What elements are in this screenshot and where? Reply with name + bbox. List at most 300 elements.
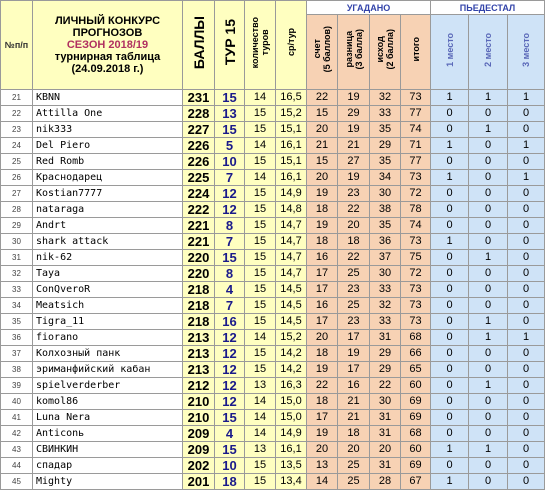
tour-points: 18 — [215, 474, 245, 490]
date-label: (24.09.2018 г.) — [71, 63, 144, 75]
second-place-count: 1 — [469, 250, 508, 266]
first-place-count: 0 — [431, 394, 469, 410]
guessed-total: 73 — [401, 170, 431, 186]
tours-count: 13 — [245, 378, 276, 394]
row-number: 37 — [1, 346, 33, 362]
points-value: 213 — [183, 346, 215, 362]
second-place-count: 0 — [469, 458, 508, 474]
goal-diff-count: 16 — [338, 378, 370, 394]
average-per-tour: 15,1 — [276, 154, 307, 170]
tour-points: 8 — [215, 218, 245, 234]
average-per-tour: 13,4 — [276, 474, 307, 490]
goal-diff-count: 19 — [338, 346, 370, 362]
tours-count: 14 — [245, 394, 276, 410]
points-value: 221 — [183, 234, 215, 250]
average-per-tour: 16,1 — [276, 442, 307, 458]
points-value: 226 — [183, 154, 215, 170]
tours-count: 15 — [245, 266, 276, 282]
second-place-count: 0 — [469, 394, 508, 410]
exact-score-count: 18 — [307, 346, 338, 362]
table-row — [1, 426, 545, 442]
third-place-count: 0 — [508, 266, 545, 282]
table-row — [1, 202, 545, 218]
tour-header: ТУР 15 — [215, 1, 245, 90]
tours-count: 14 — [245, 330, 276, 346]
average-per-tour: 16,1 — [276, 138, 307, 154]
points-value: 218 — [183, 314, 215, 330]
num-header: №п/п — [1, 1, 33, 90]
participant-name: Краснодарец — [33, 170, 183, 186]
table-row — [1, 458, 545, 474]
points-value: 228 — [183, 106, 215, 122]
guessed-total: 77 — [401, 154, 431, 170]
row-number: 24 — [1, 138, 33, 154]
exact-score-count: 21 — [307, 138, 338, 154]
guessed-total: 68 — [401, 330, 431, 346]
outcome-count: 31 — [370, 458, 401, 474]
row-number: 27 — [1, 186, 33, 202]
second-place-count: 0 — [469, 234, 508, 250]
exact-score-count: 20 — [307, 170, 338, 186]
participant-name: Red Romb — [33, 154, 183, 170]
guessed-total: 67 — [401, 474, 431, 490]
average-per-tour: 16,1 — [276, 170, 307, 186]
goal-diff-count: 22 — [338, 202, 370, 218]
second-place-count: 1 — [469, 122, 508, 138]
tour-points: 15 — [215, 410, 245, 426]
table-row — [1, 122, 545, 138]
goal-diff-count: 21 — [338, 394, 370, 410]
second-place-count: 0 — [469, 186, 508, 202]
participant-name: Mighty — [33, 474, 183, 490]
guessed-total: 75 — [401, 250, 431, 266]
points-value: 224 — [183, 186, 215, 202]
row-number: 23 — [1, 122, 33, 138]
points-value: 201 — [183, 474, 215, 490]
outcome-count: 22 — [370, 378, 401, 394]
title-line-2: ПРОГНОЗОВ — [72, 27, 143, 39]
standings-body — [1, 90, 545, 490]
third-place-count: 0 — [508, 410, 545, 426]
goal-diff-count: 18 — [338, 426, 370, 442]
third-place-count: 0 — [508, 154, 545, 170]
third-place-count: 0 — [508, 250, 545, 266]
outcome-count: 36 — [370, 234, 401, 250]
row-number: 25 — [1, 154, 33, 170]
participant-name: spielverderber — [33, 378, 183, 394]
outcome-count: 38 — [370, 202, 401, 218]
average-per-tour: 14,2 — [276, 362, 307, 378]
points-value: 213 — [183, 362, 215, 378]
table-row — [1, 186, 545, 202]
table-row — [1, 234, 545, 250]
tour-points: 10 — [215, 458, 245, 474]
row-number: 41 — [1, 410, 33, 426]
place3-header: 3 место — [508, 15, 545, 90]
tours-count: 15 — [245, 202, 276, 218]
goal-diff-count: 20 — [338, 218, 370, 234]
table-row — [1, 154, 545, 170]
third-place-count: 0 — [508, 234, 545, 250]
row-number: 44 — [1, 458, 33, 474]
second-place-count: 0 — [469, 202, 508, 218]
points-value: 218 — [183, 282, 215, 298]
tour-points: 15 — [215, 122, 245, 138]
second-place-count: 1 — [469, 314, 508, 330]
goal-diff-count: 25 — [338, 298, 370, 314]
points-value: 209 — [183, 442, 215, 458]
table-row — [1, 362, 545, 378]
points-value: 209 — [183, 426, 215, 442]
exact-score-count: 15 — [307, 106, 338, 122]
participant-name: Anticonь — [33, 426, 183, 442]
exact-score-count: 17 — [307, 282, 338, 298]
total-header: итого — [401, 15, 431, 90]
participant-name: nik-62 — [33, 250, 183, 266]
participant-name: Attilla One — [33, 106, 183, 122]
exact-score-count: 20 — [307, 330, 338, 346]
exact-score-count: 22 — [307, 378, 338, 394]
second-place-count: 0 — [469, 106, 508, 122]
exact-score-count: 17 — [307, 410, 338, 426]
row-number: 32 — [1, 266, 33, 282]
outcome-count: 32 — [370, 90, 401, 106]
row-number: 22 — [1, 106, 33, 122]
guessed-total: 69 — [401, 394, 431, 410]
row-number: 26 — [1, 170, 33, 186]
exact-score-count: 18 — [307, 394, 338, 410]
first-place-count: 0 — [431, 266, 469, 282]
exact-score-count: 16 — [307, 298, 338, 314]
guessed-total: 73 — [401, 282, 431, 298]
average-per-tour: 13,5 — [276, 458, 307, 474]
guessed-total: 73 — [401, 234, 431, 250]
tour-points: 4 — [215, 282, 245, 298]
second-place-count: 0 — [469, 298, 508, 314]
table-row — [1, 282, 545, 298]
second-place-count: 0 — [469, 410, 508, 426]
tour-points: 15 — [215, 250, 245, 266]
participant-name: Del Piero — [33, 138, 183, 154]
average-per-tour: 14,5 — [276, 314, 307, 330]
diff-header: разница (3 балла) — [338, 15, 370, 90]
first-place-count: 0 — [431, 106, 469, 122]
points-value: 202 — [183, 458, 215, 474]
first-place-count: 0 — [431, 282, 469, 298]
table-row — [1, 346, 545, 362]
exact-score-count: 20 — [307, 442, 338, 458]
points-value: 212 — [183, 378, 215, 394]
points-header: БАЛЛЫ — [183, 1, 215, 90]
tour-points: 7 — [215, 234, 245, 250]
first-place-count: 0 — [431, 202, 469, 218]
outcome-count: 31 — [370, 410, 401, 426]
points-value: 225 — [183, 170, 215, 186]
participant-name: KBNN — [33, 90, 183, 106]
tour-points: 12 — [215, 362, 245, 378]
tours-count: 15 — [245, 362, 276, 378]
goal-diff-count: 21 — [338, 138, 370, 154]
first-place-count: 0 — [431, 314, 469, 330]
goal-diff-count: 25 — [338, 266, 370, 282]
goal-diff-count: 25 — [338, 458, 370, 474]
tours-count: 15 — [245, 474, 276, 490]
table-row — [1, 410, 545, 426]
table-row — [1, 314, 545, 330]
tours-count: 13 — [245, 442, 276, 458]
tours-count: 15 — [245, 282, 276, 298]
guessed-total: 60 — [401, 378, 431, 394]
average-per-tour: 14,8 — [276, 202, 307, 218]
tours-count: 15 — [245, 154, 276, 170]
first-place-count: 1 — [431, 90, 469, 106]
third-place-count: 1 — [508, 170, 545, 186]
table-row — [1, 138, 545, 154]
exact-score-count: 17 — [307, 314, 338, 330]
tours-count: 14 — [245, 426, 276, 442]
guessed-total: 77 — [401, 106, 431, 122]
outcome-count: 30 — [370, 266, 401, 282]
exact-score-count: 19 — [307, 362, 338, 378]
points-value: 221 — [183, 218, 215, 234]
guessed-total: 72 — [401, 186, 431, 202]
tour-points: 8 — [215, 266, 245, 282]
exact-score-count: 19 — [307, 426, 338, 442]
points-value: 213 — [183, 330, 215, 346]
third-place-count: 0 — [508, 314, 545, 330]
participant-name: nik333 — [33, 122, 183, 138]
goal-diff-count: 29 — [338, 106, 370, 122]
tour-points: 5 — [215, 138, 245, 154]
first-place-count: 1 — [431, 170, 469, 186]
second-place-count: 0 — [469, 170, 508, 186]
tours-count: 15 — [245, 122, 276, 138]
guessed-group-header: УГАДАНО — [307, 1, 431, 15]
row-number: 42 — [1, 426, 33, 442]
average-per-tour: 15,1 — [276, 122, 307, 138]
table-label: турнирная таблица — [54, 51, 161, 63]
second-place-count: 0 — [469, 266, 508, 282]
first-place-count: 0 — [431, 250, 469, 266]
goal-diff-count: 23 — [338, 314, 370, 330]
goal-diff-count: 18 — [338, 234, 370, 250]
row-number: 28 — [1, 202, 33, 218]
guessed-total: 69 — [401, 458, 431, 474]
outcome-count: 35 — [370, 218, 401, 234]
points-value: 222 — [183, 202, 215, 218]
exact-score-count: 19 — [307, 186, 338, 202]
outcome-count: 30 — [370, 186, 401, 202]
average-per-tour: 14,7 — [276, 250, 307, 266]
participant-name: ConQveroR — [33, 282, 183, 298]
tours-count: 15 — [245, 234, 276, 250]
score-header: счет (5 баллов) — [307, 15, 338, 90]
tour-points: 7 — [215, 170, 245, 186]
average-per-tour: 14,9 — [276, 426, 307, 442]
tours-count: 15 — [245, 346, 276, 362]
second-place-count: 1 — [469, 90, 508, 106]
table-row — [1, 106, 545, 122]
points-value: 220 — [183, 250, 215, 266]
points-value: 231 — [183, 90, 215, 106]
tour-points: 16 — [215, 314, 245, 330]
tours-count: 15 — [245, 458, 276, 474]
goal-diff-count: 23 — [338, 186, 370, 202]
guessed-total: 68 — [401, 426, 431, 442]
row-number: 31 — [1, 250, 33, 266]
participant-name: nataraga — [33, 202, 183, 218]
average-per-tour: 15,2 — [276, 106, 307, 122]
outcome-count: 29 — [370, 346, 401, 362]
participant-name: komol86 — [33, 394, 183, 410]
tour-points: 12 — [215, 330, 245, 346]
goal-diff-count: 17 — [338, 330, 370, 346]
second-place-count: 0 — [469, 362, 508, 378]
table-row — [1, 442, 545, 458]
outcome-count: 30 — [370, 394, 401, 410]
season-label: СЕЗОН 2018/19 — [66, 39, 149, 51]
second-place-count: 0 — [469, 474, 508, 490]
tours-count: 15 — [245, 250, 276, 266]
first-place-count: 0 — [431, 410, 469, 426]
tour-points: 15 — [215, 90, 245, 106]
points-value: 210 — [183, 394, 215, 410]
outcome-count: 35 — [370, 154, 401, 170]
exact-score-count: 14 — [307, 474, 338, 490]
tours-count: 14 — [245, 90, 276, 106]
tours-count: 15 — [245, 186, 276, 202]
third-place-count: 0 — [508, 378, 545, 394]
participant-name: Tigra_11 — [33, 314, 183, 330]
third-place-count: 1 — [508, 330, 545, 346]
outcome-count: 29 — [370, 362, 401, 378]
table-row — [1, 394, 545, 410]
first-place-count: 1 — [431, 138, 469, 154]
tour-points: 12 — [215, 202, 245, 218]
exact-score-count: 18 — [307, 202, 338, 218]
tour-points: 12 — [215, 346, 245, 362]
guessed-total: 73 — [401, 90, 431, 106]
guessed-total: 73 — [401, 314, 431, 330]
participant-name: Meatsich — [33, 298, 183, 314]
third-place-count: 0 — [508, 106, 545, 122]
table-row — [1, 474, 545, 490]
third-place-count: 0 — [508, 442, 545, 458]
guessed-total: 71 — [401, 138, 431, 154]
second-place-count: 1 — [469, 442, 508, 458]
tours-count: 15 — [245, 106, 276, 122]
average-per-tour: 14,7 — [276, 266, 307, 282]
second-place-count: 0 — [469, 154, 508, 170]
participant-name: эриманфийский кабан — [33, 362, 183, 378]
points-value: 220 — [183, 266, 215, 282]
third-place-count: 0 — [508, 362, 545, 378]
tour-points: 10 — [215, 154, 245, 170]
row-number: 43 — [1, 442, 33, 458]
outcome-count: 33 — [370, 282, 401, 298]
exact-score-count: 18 — [307, 234, 338, 250]
outcome-count: 33 — [370, 106, 401, 122]
average-per-tour: 14,9 — [276, 186, 307, 202]
tour-points: 12 — [215, 186, 245, 202]
average-per-tour: 14,7 — [276, 234, 307, 250]
guessed-total: 65 — [401, 362, 431, 378]
participant-name: Колхозный панк — [33, 346, 183, 362]
exact-score-count: 20 — [307, 122, 338, 138]
table-row — [1, 218, 545, 234]
tours-count: 14 — [245, 410, 276, 426]
tour-points: 4 — [215, 426, 245, 442]
row-number: 33 — [1, 282, 33, 298]
third-place-count: 0 — [508, 218, 545, 234]
goal-diff-count: 17 — [338, 362, 370, 378]
goal-diff-count: 25 — [338, 474, 370, 490]
outcome-count: 34 — [370, 170, 401, 186]
tours-count: 14 — [245, 138, 276, 154]
average-per-tour: 16,5 — [276, 90, 307, 106]
first-place-count: 0 — [431, 362, 469, 378]
first-place-count: 0 — [431, 378, 469, 394]
goal-diff-count: 22 — [338, 250, 370, 266]
average-per-tour: 15,0 — [276, 394, 307, 410]
third-place-count: 0 — [508, 122, 545, 138]
guessed-total: 78 — [401, 202, 431, 218]
outcome-count: 31 — [370, 330, 401, 346]
exact-score-count: 16 — [307, 250, 338, 266]
participant-name: Luna Nera — [33, 410, 183, 426]
first-place-count: 1 — [431, 474, 469, 490]
outcome-count: 37 — [370, 250, 401, 266]
average-per-tour: 15,0 — [276, 410, 307, 426]
third-place-count: 0 — [508, 202, 545, 218]
tours-count: 15 — [245, 298, 276, 314]
row-number: 30 — [1, 234, 33, 250]
outcome-count: 31 — [370, 426, 401, 442]
outcome-count: 32 — [370, 298, 401, 314]
goal-diff-count: 20 — [338, 442, 370, 458]
pedestal-group-header: ПЬЕДЕСТАЛ — [431, 1, 545, 15]
row-number: 36 — [1, 330, 33, 346]
first-place-count: 0 — [431, 186, 469, 202]
row-number: 21 — [1, 90, 33, 106]
tours-count: 14 — [245, 170, 276, 186]
row-number: 40 — [1, 394, 33, 410]
first-place-count: 0 — [431, 346, 469, 362]
third-place-count: 1 — [508, 138, 545, 154]
third-place-count: 0 — [508, 298, 545, 314]
table-row — [1, 250, 545, 266]
third-place-count: 0 — [508, 282, 545, 298]
row-number: 35 — [1, 314, 33, 330]
first-place-count: 0 — [431, 426, 469, 442]
third-place-count: 0 — [508, 474, 545, 490]
goal-diff-count: 19 — [338, 122, 370, 138]
exact-score-count: 19 — [307, 218, 338, 234]
first-place-count: 0 — [431, 458, 469, 474]
participant-name: спадар — [33, 458, 183, 474]
guessed-total: 73 — [401, 298, 431, 314]
participant-name: СВИНКИН — [33, 442, 183, 458]
second-place-count: 0 — [469, 138, 508, 154]
table-row — [1, 330, 545, 346]
tour-points: 15 — [215, 442, 245, 458]
outcome-count: 33 — [370, 314, 401, 330]
ntours-header: количество туров — [245, 1, 276, 90]
third-place-count: 0 — [508, 394, 545, 410]
tours-count: 15 — [245, 218, 276, 234]
row-number: 39 — [1, 378, 33, 394]
second-place-count: 1 — [469, 330, 508, 346]
